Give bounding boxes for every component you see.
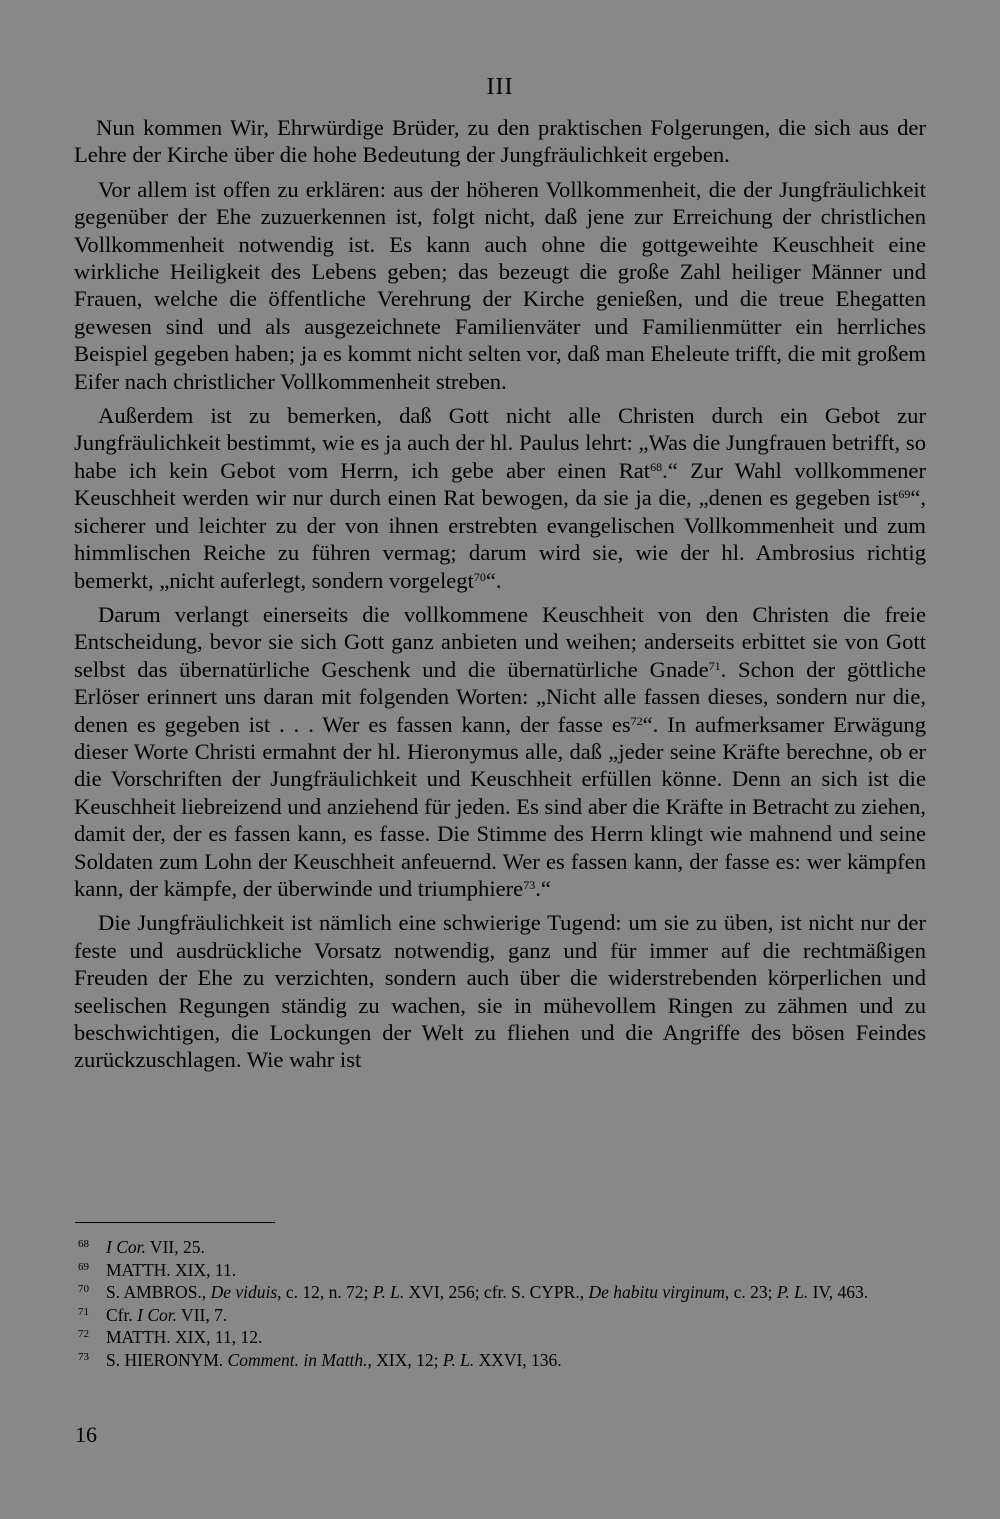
footnote-text bbox=[106, 1282, 868, 1302]
text-run: Vor allem ist offen zu erklären: aus der höheren Vollkommenheit, die der Jungfräulichkeit gegenüber der Ehe zuzuerkennen ist, folgt nicht, daß jene zur Erreichung der christlichen Vollkommenheit notwendig ist. Es kann auch ohne die gottgeweihte Keuschheit eine wirkliche Heiligkeit des Lebens geben; das bezeugt die große Zahl heiliger Männer und Frauen, welche die öffentliche Verehrung der Kirche genießen, und die treue Ehegatten gewesen sind und als ausgezeichnete Familienväter und Familienmütter ein herrliches Beispiel gegeben haben; ja es kommt nicht selten vor, daß man Eheleute trifft, die mit großem Eifer nach christlicher Vollkommenheit streben. bbox=[74, 176, 926, 394]
italic-text: De viduis bbox=[210, 1282, 278, 1303]
footnote bbox=[78, 1349, 928, 1372]
text-run: VII, 25. bbox=[145, 1237, 205, 1257]
footnote-number: 69 bbox=[78, 1260, 89, 1273]
text-run: S. AMBROS., bbox=[106, 1282, 211, 1303]
footnote-number: 73 bbox=[78, 1350, 89, 1363]
text-run: “, sicherer und leichter zu der von ihnen erstrebten evangelischen Vollkommenheit und zum himmlischen Reiche zu führen vermag; darum wird sie, wie der hl. Ambrosius richtig bemerkt, „nicht auferlegt, sondern vorgelegt bbox=[74, 485, 926, 593]
footnote-text bbox=[106, 1350, 562, 1370]
paragraph bbox=[74, 601, 926, 902]
footnote bbox=[78, 1281, 928, 1304]
text-run: . Schon der göttliche Erlöser erinnert uns daran mit folgenden Worten: „Nicht alle fassen dieses, sondern nur die, denen es gegeben ist . . . Wer es fassen kann, der fasse es bbox=[74, 656, 926, 737]
paragraph bbox=[74, 176, 926, 395]
text-run: Außerdem ist zu bemerken, daß Gott nicht alle Christen durch ein Gebot zur Jungfräulichkeit bestimmt, wie es ja auch der hl. Paulus lehrt: „Was die Jungfrauen betrifft, so habe ich kein Gebot vom Herrn, ich gebe aber einen Rat bbox=[74, 403, 926, 483]
footnote bbox=[78, 1326, 928, 1349]
text-run: VII, 7. bbox=[177, 1304, 228, 1325]
italic-text: I Cor. bbox=[106, 1237, 146, 1257]
text-run: , c. 23; bbox=[724, 1282, 777, 1303]
paragraph bbox=[74, 909, 926, 1073]
text-run: , c. 12, n. 72; bbox=[277, 1282, 373, 1303]
paragraph bbox=[74, 402, 926, 594]
text-run: “. bbox=[485, 567, 502, 593]
footnote-text bbox=[106, 1327, 262, 1347]
italic-text: Comment. in Matth. bbox=[227, 1349, 368, 1370]
text-run: XXVI, 136. bbox=[474, 1349, 562, 1370]
text-run: Cfr. bbox=[106, 1304, 138, 1325]
italic-text: P. L. bbox=[372, 1282, 405, 1303]
footnote-number: 68 bbox=[78, 1238, 89, 1250]
footnote-reference: 69 bbox=[898, 487, 911, 502]
footnote-reference: 71 bbox=[708, 658, 721, 673]
footnote-reference: 73 bbox=[523, 877, 536, 892]
footnote-text bbox=[106, 1237, 205, 1257]
italic-text: I Cor. bbox=[137, 1304, 177, 1325]
footnote-number: 70 bbox=[78, 1283, 89, 1296]
text-run: .“ bbox=[535, 875, 551, 901]
footnote bbox=[78, 1259, 928, 1282]
italic-text: P. L. bbox=[442, 1349, 475, 1370]
footnote-reference: 70 bbox=[473, 569, 486, 584]
section-heading: III bbox=[486, 74, 514, 100]
text-run: Nun kommen Wir, Ehrwürdige Brüder, zu den praktischen Folgerungen, die sich aus der Lehre der Kirche über die hohe Bedeutung der Jungfräulichkeit ergeben. bbox=[74, 115, 926, 168]
footnotes bbox=[78, 1236, 928, 1372]
text-run: S. HIERONYM. bbox=[106, 1349, 228, 1370]
text-run: IV, 463. bbox=[808, 1282, 869, 1303]
footnote bbox=[78, 1236, 928, 1259]
italic-text: P. L. bbox=[776, 1282, 809, 1303]
text-run: .“ Zur Wahl vollkommener Keuschheit werden wir nur durch einen Rat bewogen, da sie ja die, „denen es gegeben ist bbox=[74, 457, 926, 511]
text-run: MATTH. XIX, 11. bbox=[106, 1259, 237, 1280]
text-run: , XIX, 12; bbox=[367, 1349, 443, 1370]
footnote-divider bbox=[75, 1222, 275, 1223]
footnote-number: 71 bbox=[78, 1305, 89, 1318]
italic-text: De habitu virginum bbox=[588, 1282, 725, 1303]
text-run: XVI, 256; cfr. S. CYPR., bbox=[404, 1282, 589, 1303]
page-number: 16 bbox=[75, 1422, 97, 1447]
footnote-reference: 68 bbox=[650, 459, 663, 474]
footnote-text bbox=[106, 1260, 236, 1280]
text-run: “. In aufmerksamer Erwägung dieser Worte Christi ermahnt der hl. Hieronymus alle, daß „jeder seine Kräfte berechne, ob er die Vorschriften der Jungfräulichkeit und Keuschheit erfüllen könne. Denn an sich ist die Keuschheit liebreizend und anziehend für jeden. Es sind aber die Kräfte in Betracht zu ziehen, damit der, der es fassen kann, es fasse. Die Stimme des Herrn klingt wie mahnend und seine Soldaten zum Lohn der Keuschheit anfeuernd. Wer es fassen kann, der fasse es: wer kämpfen kann, der kämpfe, der überwinde und triumphiere bbox=[74, 711, 926, 901]
footnote-text bbox=[106, 1305, 227, 1325]
footnote bbox=[78, 1304, 928, 1327]
text-run: Darum verlangt einerseits die vollkommene Keuschheit von den Christen die freie Entscheidung, bevor sie sich Gott ganz anbieten und weihen; anderseits erbittet sie von Gott selbst das übernatürliche Geschenk und die übernatürliche Gnade bbox=[74, 601, 926, 682]
body-text bbox=[74, 114, 926, 1081]
footnote-number: 72 bbox=[78, 1328, 89, 1341]
paragraph bbox=[74, 114, 926, 169]
footnote-reference: 72 bbox=[630, 713, 643, 728]
text-run: Die Jungfräulichkeit ist nämlich eine schwierige Tugend: um sie zu üben, ist nicht nur der feste und ausdrückliche Vorsatz notwendig, ganz und für immer auf die rechtmäßigen Freuden der Ehe zu verzichten, sondern auch über die widerstrebenden körperlichen und seelischen Regungen ständig zu wachen, sie in mühevollem Ringen zu zähmen und zu beschwichtigen, die Lockungen der Welt zu fliehen und die Angriffe des bösen Feindes zurückzuschlagen. Wie wahr ist bbox=[74, 910, 926, 1073]
text-run: MATTH. XIX, 11, 12. bbox=[106, 1327, 263, 1348]
